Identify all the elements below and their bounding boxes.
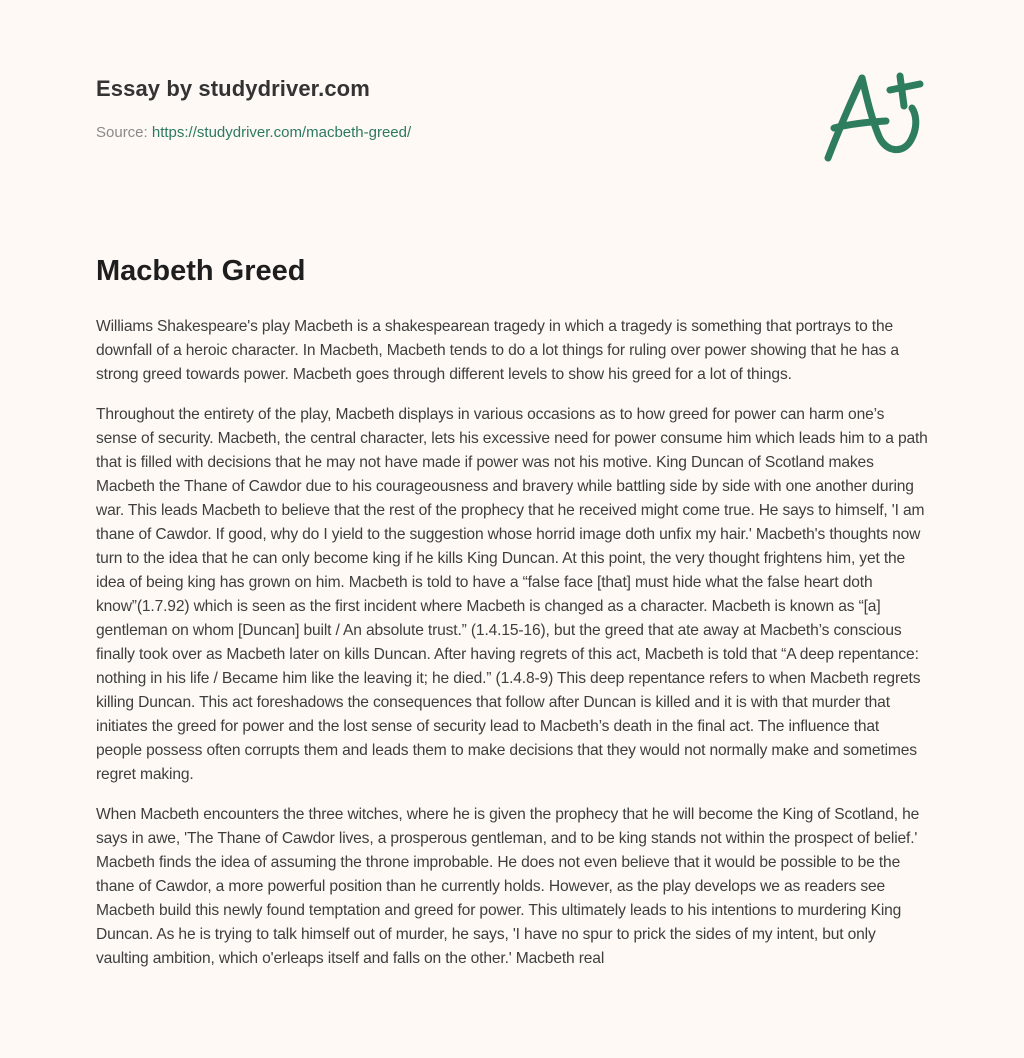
a-plus-grade-icon bbox=[820, 66, 928, 166]
site-title: Essay by studydriver.com bbox=[96, 76, 370, 101]
page-header bbox=[96, 0, 928, 200]
source-link[interactable]: https://studydriver.com/macbeth-greed/ bbox=[151, 124, 412, 141]
essay-page bbox=[96, 0, 928, 967]
source-line bbox=[96, 124, 411, 141]
essay-body bbox=[96, 315, 928, 987]
essay-paragraph: Throughout the entirety of the play, Macbeth displays in various occasions as to how greed for power can harm one’s sense of security. Macbeth, the central character, lets his excessive need for power consume him which leads him to a path that is filled with decisions that he may not have made if power was not his motive. King Duncan of Scotland makes Macbeth the Thane of Cawdor due to his courageousness and bravery while battling side by side with one another during war. This leads Macbeth to believe that the rest of the prophecy that he received might come true. He says to himself, 'I am thane of Cawdor. If good, why do I yield to the suggestion whose horrid image doth unfix my hair.' Macbeth's thoughts now turn to the idea that he can only become king if he kills King Duncan. At this point, the very thought frightens him, yet the idea of being king has grown on him. Macbeth is told to have a “false face [that] must hide what the false heart doth know”(1.7.92) which is seen as the first incident where Macbeth is changed as a character. Macbeth is known as “[a] gentleman on whom [Duncan] built / An absolute trust.” (1.4.15-16), but the greed that ate away at Macbeth’s conscious finally took over as Macbeth later on kills Duncan. After having regrets of this act, Macbeth is told that “A deep repentance: nothing in his life / Became him like the leaving it; he died.” (1.4.8-9) This deep repentance refers to when Macbeth regrets killing Duncan. This act foreshadows the consequences that follow after Duncan is killed and it is with that murder that initiates the greed for power and the lost sense of security lead to Macbeth’s death in the final act. The influence that people possess often corrupts them and leads them to make decisions that they would not normally make and sometimes regret making. bbox=[96, 406, 928, 783]
essay-paragraph: When Macbeth encounters the three witches, where he is given the prophecy that he will become the King of Scotland, he says in awe, 'The Thane of Cawdor lives, a prosperous gentleman, and to be king stands not within the prospect of belief.' Macbeth finds the idea of assuming the throne improbable. He does not even believe that it would be possible to be the thane of Cawdor, a more powerful position than he currently holds. However, as the play develops we as readers see Macbeth build this newly found temptation and greed for power. This ultimately leads to his intentions to murdering King Duncan. As he is trying to talk himself out of murder, he says, 'I have no spur to prick the sides of my intent, but only vaulting ambition, which o'erleaps itself and falls on the other.' Macbeth real bbox=[96, 806, 920, 967]
essay-title: Macbeth Greed bbox=[96, 255, 306, 287]
source-label: Source: bbox=[96, 124, 148, 141]
essay-paragraph: Williams Shakespeare's play Macbeth is a shakespearean tragedy in which a tragedy is something that portrays to the downfall of a heroic character. In Macbeth, Macbeth tends to do a lot things for ruling over power showing that he has a strong greed towards power. Macbeth goes through different levels to show his greed for a lot of things. bbox=[96, 318, 899, 383]
